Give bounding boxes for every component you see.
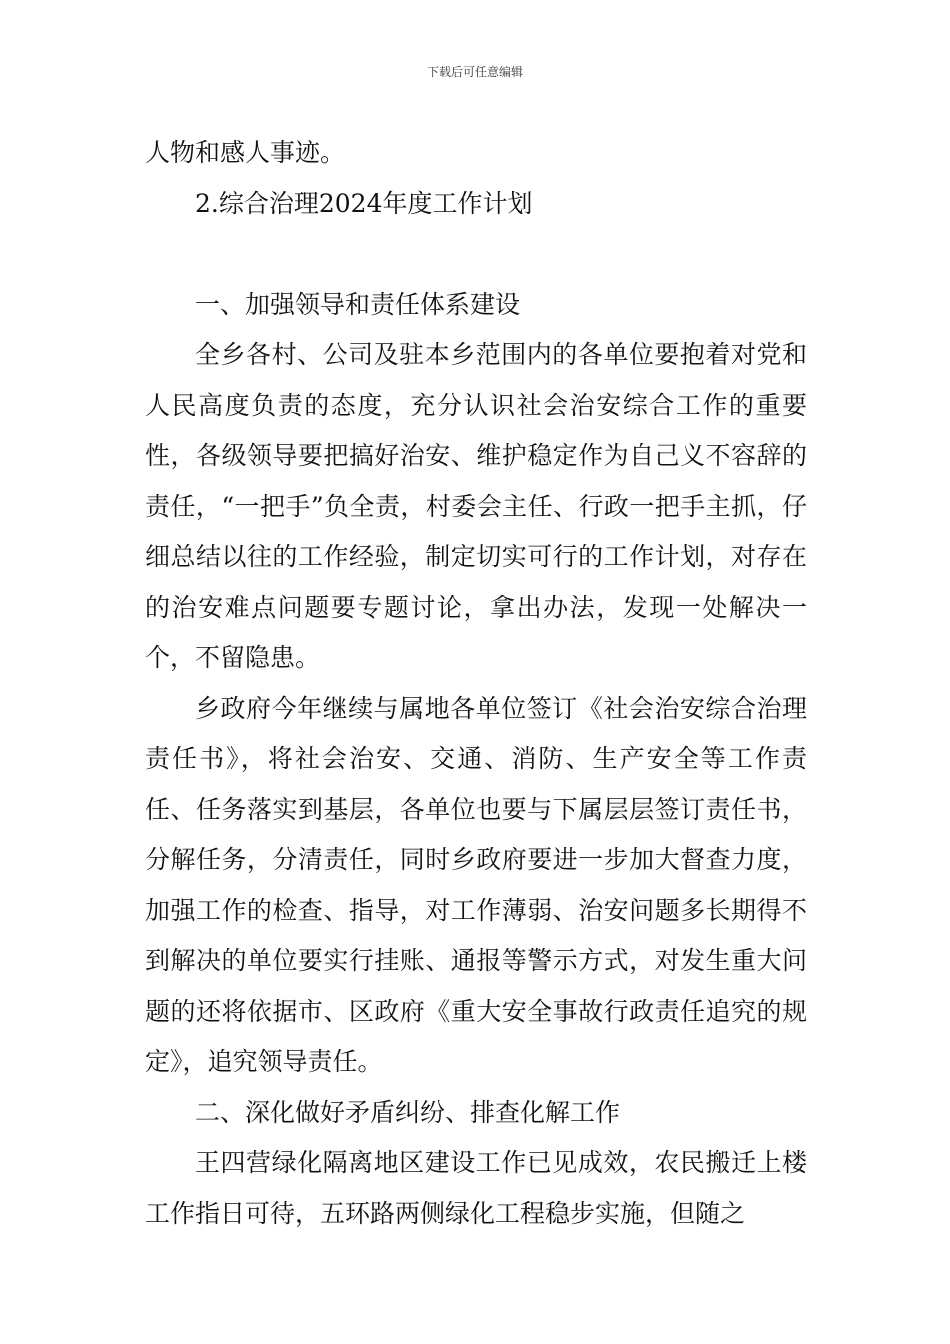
paragraph-greening: 王四营绿化隔离地区建设工作已见成效，农民搬迁上楼工作指日可待，五环路两侧绿化工程稳步实施，但随之 <box>145 1148 807 1228</box>
heading-disputes: 二、深化做好矛盾纠纷、排查化解工作 <box>195 1097 621 1127</box>
paragraph-leadership: 全乡各村、公司及驻本乡范围内的各单位要抱着对党和人民高度负责的态度，充分认识社会治安综合工作的重要性，各级领导要把搞好治安、维护稳定作为自己义不容辞的责任，“一把手”负全责，村委会主任、行政一把手主抓，仔细总结以往的工作经验，制定切实可行的工作计划，对存在的治安难点问题要专题讨论，拿出办法，发现一处解决一个，不留隐患。 <box>145 340 807 672</box>
heading-leadership: 一、加强领导和责任体系建设 <box>195 289 521 319</box>
continuation-line: 人物和感人事迹。 <box>145 138 346 167</box>
section-title: 2.综合治理2024年度工作计划 <box>195 188 533 218</box>
blank-line <box>145 229 807 280</box>
page-header: 下载后可任意编辑 <box>426 65 523 79</box>
document-body <box>145 128 807 1239</box>
paragraph-responsibility: 乡政府今年继续与属地各单位签订《社会治安综合治理责任书》，将社会治安、交通、消防、生产安全等工作责任、任务落实到基层，各单位也要与下属层层签订责任书，分解任务，分清责任，同时乡政府要进一步加大督查力度，加强工作的检查、指导，对工作薄弱、治安问题多长期得不到解决的单位要实行挂账、通报等警示方式，对发生重大问题的还将依据市、区政府《重大安全事故行政责任追究的规定》，追究领导责任。 <box>145 693 807 1076</box>
